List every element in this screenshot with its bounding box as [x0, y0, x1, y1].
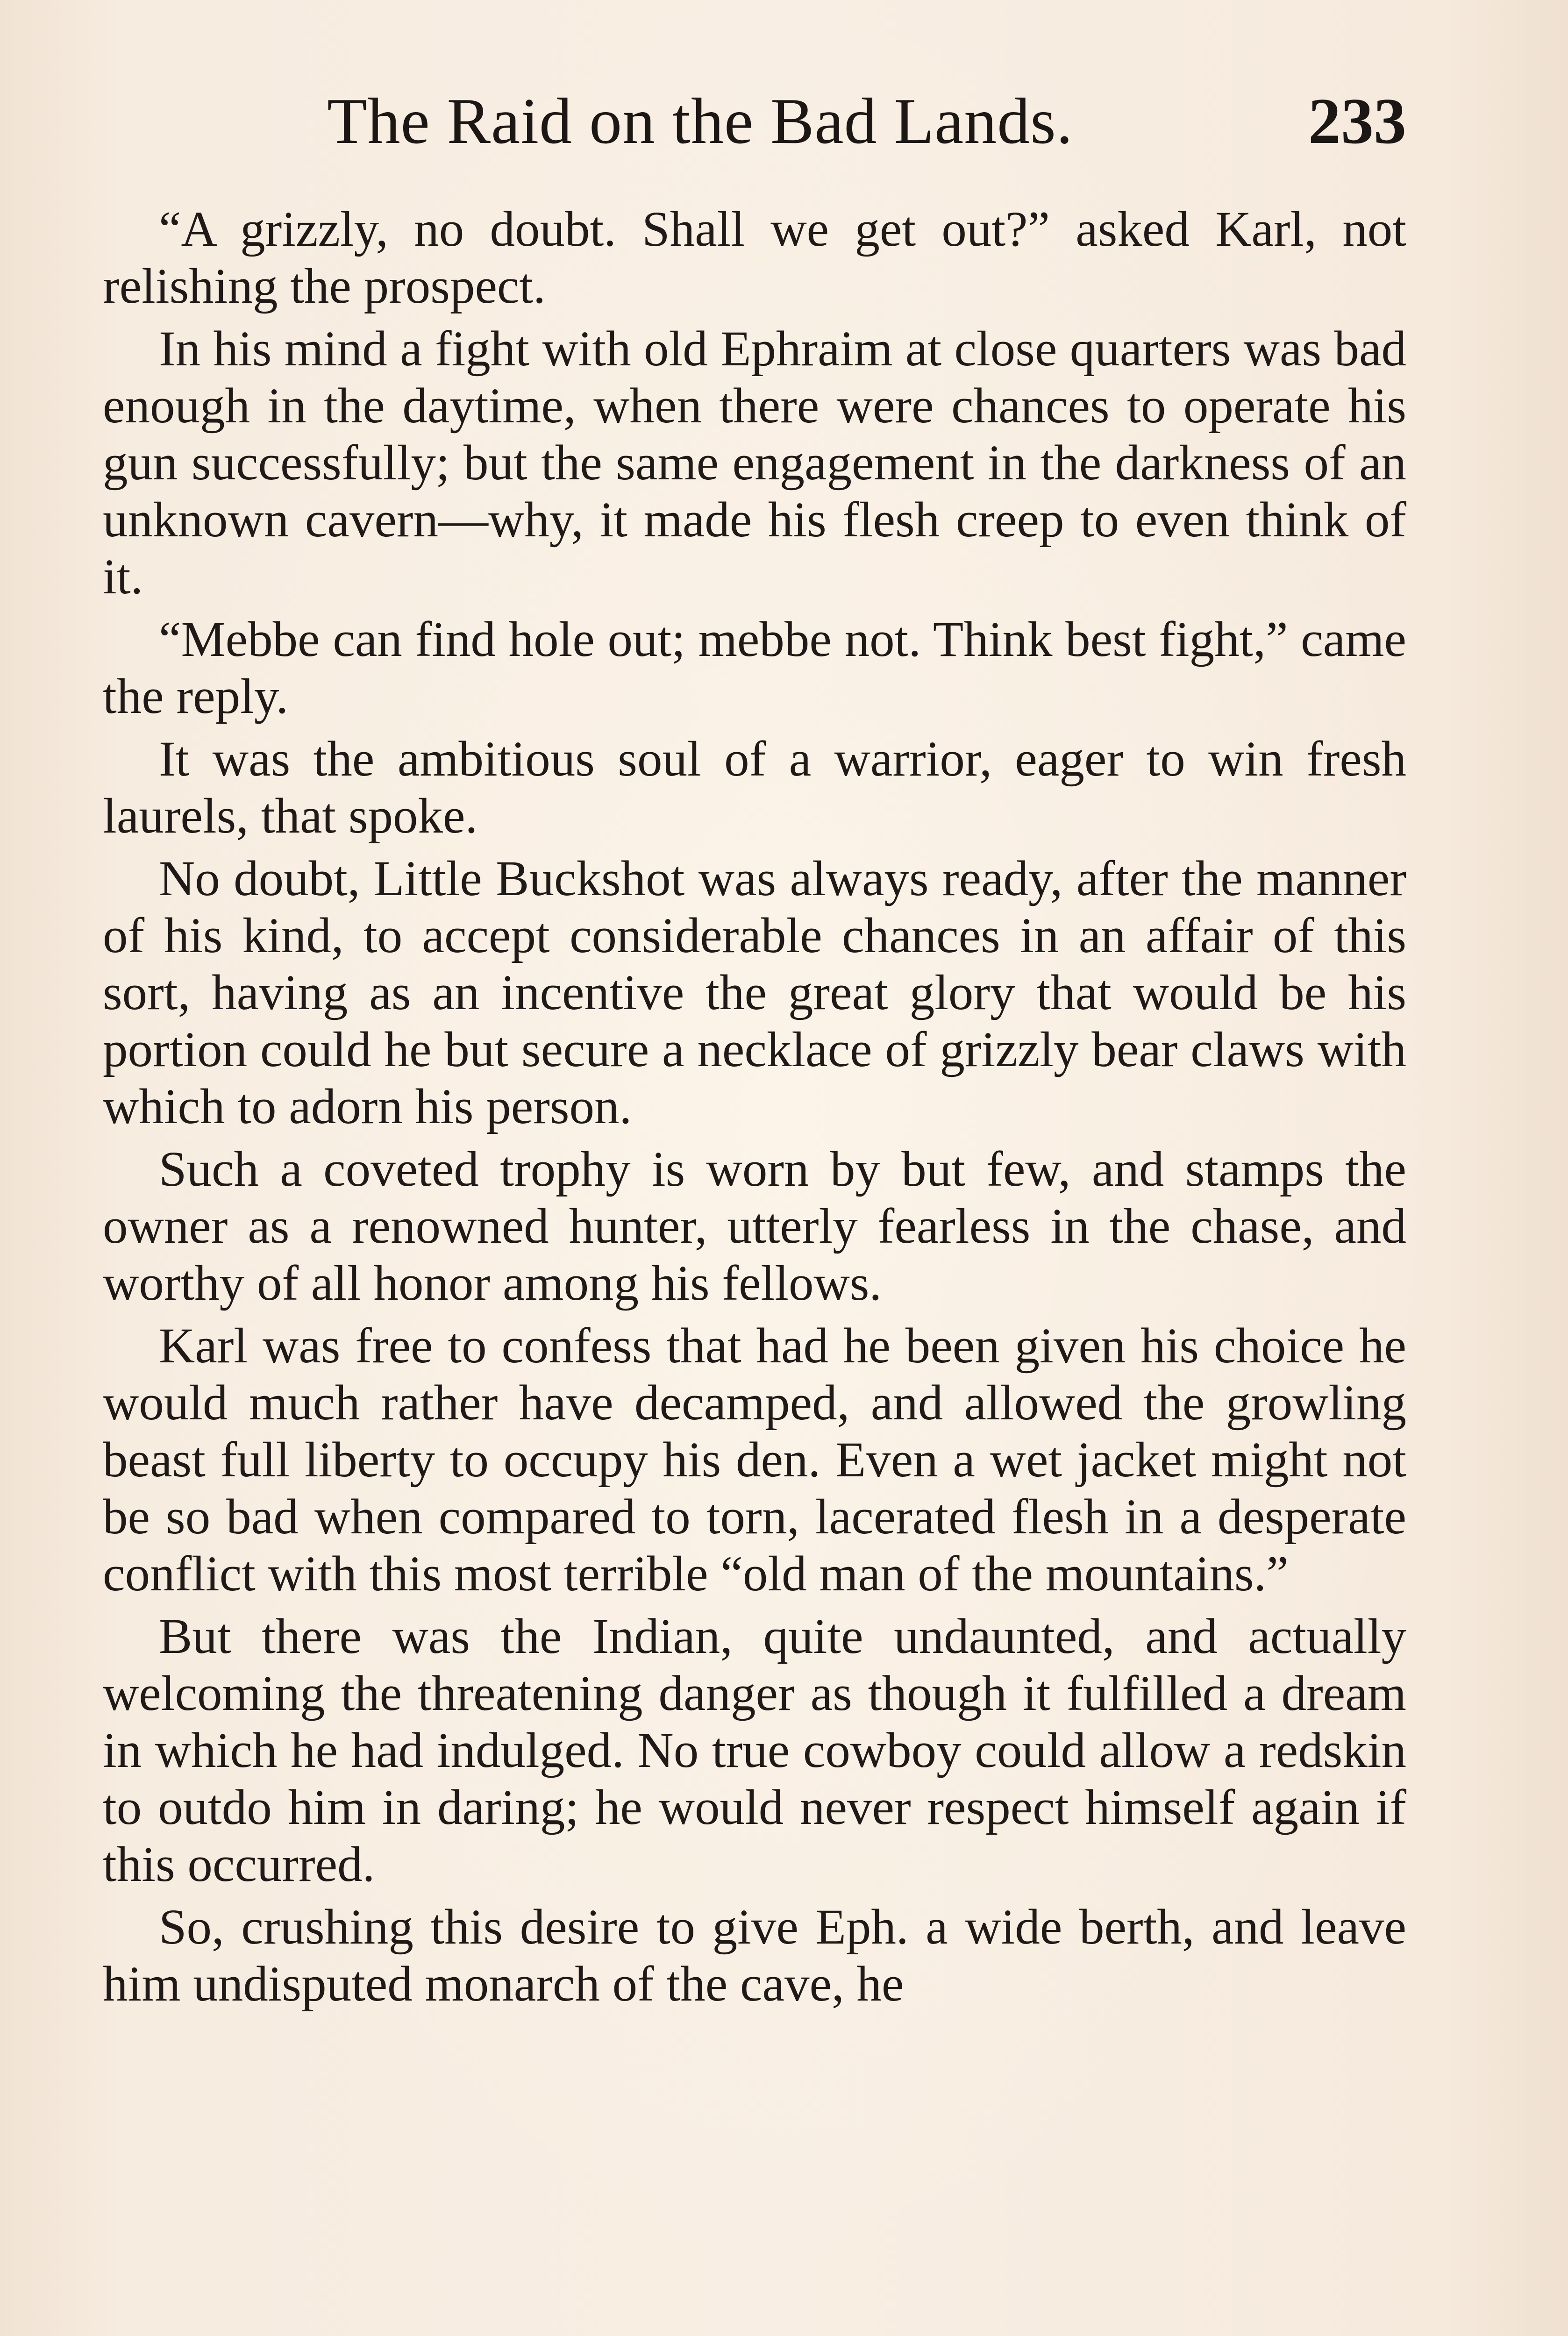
paragraph-3: “Mebbe can find hole out; mebbe not. Think best fight,” came the reply. [103, 612, 1406, 724]
paragraph-8: But there was the Indian, quite undaunted, and actually welcoming the threatening danger as though it fulfilled a dream in which he had indulged. No true cowboy could allow a redskin to outdo him in daring; he would never respect himself again if this occurred. [103, 1609, 1406, 1892]
running-title: The Raid on the Bad Lands. [327, 85, 1073, 157]
page-number: 233 [1308, 85, 1406, 157]
page-header [103, 84, 1406, 159]
paragraph-6: Such a coveted trophy is worn by but few, and stamps the owner as a renowned hunter, utterly fearless in the chase, and worthy of all honor among his fellows. [103, 1142, 1406, 1311]
paragraph-7: Karl was free to confess that had he been given his choice he would much rather have decamped, and allowed the growling beast full liberty to occupy his den. Even a wet jacket might not be so bad when compared to torn, lacerated flesh in a desperate conflict with this most terrible “old man of the mountains.” [103, 1318, 1406, 1602]
paragraph-1: “A grizzly, no doubt. Shall we get out?” asked Karl, not relishing the prospect. [103, 202, 1406, 314]
paragraph-9: So, crushing this desire to give Eph. a wide berth, and leave him undisputed monarch of the cave, he [103, 1900, 1406, 2012]
paragraph-4: It was the ambitious soul of a warrior, eager to win fresh laurels, that spoke. [103, 732, 1406, 844]
body-text [103, 201, 1406, 2018]
paragraph-2: In his mind a fight with old Ephraim at close quarters was bad enough in the daytime, when there were chances to operate his gun successfully; but the same engagement in the darkness of an unknown cavern—why, it made his flesh creep to even think of it. [103, 321, 1406, 605]
paragraph-5: No doubt, Little Buckshot was always ready, after the manner of his kind, to accept considerable chances in an affair of this sort, having as an incentive the great glory that would be his portion could he but secure a necklace of grizzly bear claws with which to adorn his person. [103, 851, 1406, 1134]
